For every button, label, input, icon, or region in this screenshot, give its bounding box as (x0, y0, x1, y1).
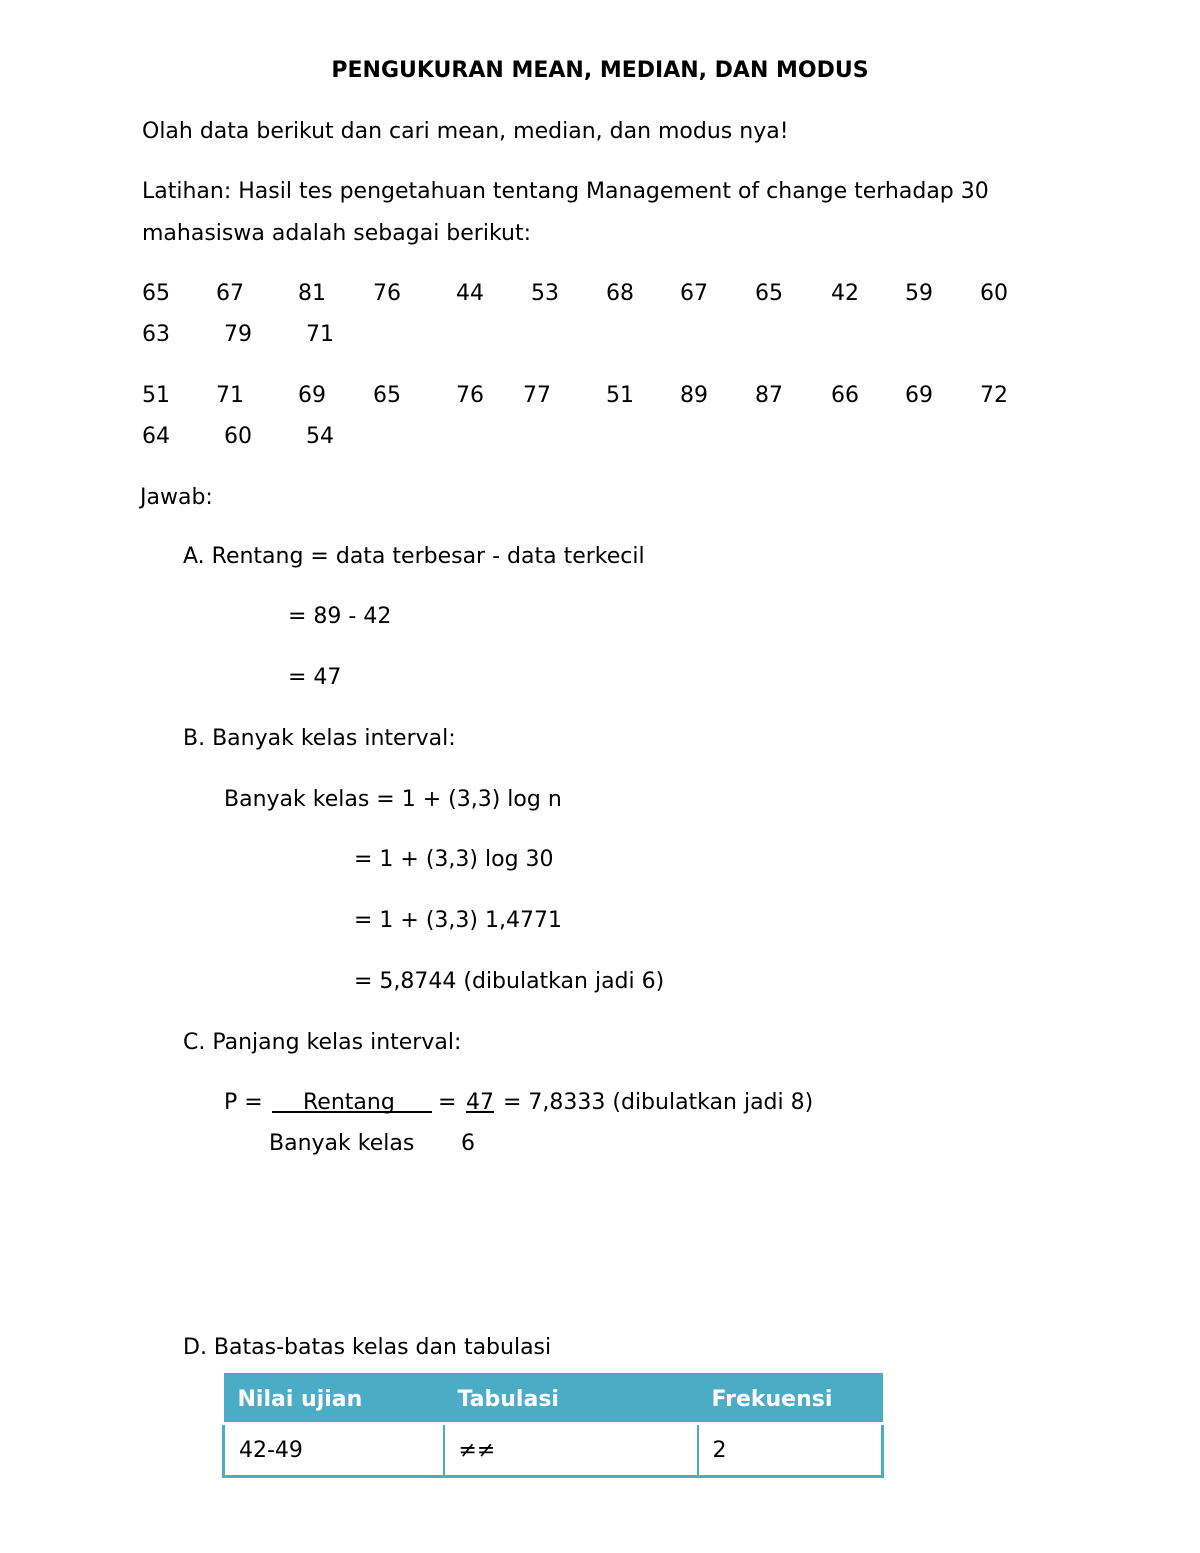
cell-frekuensi: 2 (698, 1424, 883, 1477)
data-value: 60 (224, 424, 252, 449)
data-value: 65 (373, 383, 401, 408)
latihan-line-2: mahasiswa adalah sebagai berikut: (142, 221, 531, 246)
header-frekuensi: Frekuensi (698, 1375, 883, 1424)
data-value: 71 (216, 383, 244, 408)
data-value: 42 (831, 281, 859, 306)
table-header-row (224, 1375, 883, 1424)
section-c-result: = 7,8333 (dibulatkan jadi 8) (503, 1090, 814, 1115)
data-value: 71 (306, 322, 334, 347)
header-nilai-ujian: Nilai ujian (224, 1375, 444, 1424)
data-value: 69 (298, 383, 326, 408)
data-value: 87 (755, 383, 783, 408)
section-b-step-2: = 1 + (3,3) 1,4771 (354, 908, 562, 933)
data-value: 65 (755, 281, 783, 306)
data-value: 44 (456, 281, 484, 306)
section-c-value-numerator: 47 (466, 1090, 494, 1115)
section-a-heading: A. Rentang = data terbesar - data terkecil (183, 544, 645, 569)
jawab-label: Jawab: (140, 485, 213, 510)
data-value: 69 (905, 383, 933, 408)
data-value: 59 (905, 281, 933, 306)
data-value: 51 (606, 383, 634, 408)
data-value: 53 (531, 281, 559, 306)
data-value: 76 (373, 281, 401, 306)
header-tabulasi: Tabulasi (444, 1375, 698, 1424)
cell-nilai-ujian: 42-49 (224, 1424, 444, 1477)
table-row (224, 1424, 883, 1477)
section-c-numerator: Rentang (303, 1090, 395, 1115)
section-c-denominator: Banyak kelas (269, 1131, 415, 1156)
instruction-text: Olah data berikut dan cari mean, median, dan modus nya! (142, 119, 789, 144)
data-value: 65 (142, 281, 170, 306)
section-b-formula: Banyak kelas = 1 + (3,3) log n (224, 787, 562, 812)
data-value: 81 (298, 281, 326, 306)
data-value: 77 (523, 383, 551, 408)
cell-tabulasi: ≠≠ (444, 1424, 698, 1477)
data-value: 72 (980, 383, 1008, 408)
data-value: 54 (306, 424, 334, 449)
data-value: 79 (224, 322, 252, 347)
data-value: 51 (142, 383, 170, 408)
data-value: 89 (680, 383, 708, 408)
section-c-value-denominator: 6 (461, 1131, 475, 1156)
data-value: 67 (680, 281, 708, 306)
section-b-step-1: = 1 + (3,3) log 30 (354, 847, 554, 872)
data-value: 63 (142, 322, 170, 347)
page-title: PENGUKURAN MEAN, MEDIAN, DAN MODUS (331, 58, 869, 83)
data-value: 76 (456, 383, 484, 408)
section-a-step-2: = 47 (288, 665, 342, 690)
data-value: 68 (606, 281, 634, 306)
data-value: 60 (980, 281, 1008, 306)
section-a-step-1: = 89 - 42 (288, 604, 392, 629)
data-value: 66 (831, 383, 859, 408)
section-b-step-3: = 5,8744 (dibulatkan jadi 6) (354, 969, 665, 994)
data-value: 64 (142, 424, 170, 449)
section-b-heading: B. Banyak kelas interval: (183, 726, 456, 751)
data-value: 67 (216, 281, 244, 306)
latihan-line-1: Latihan: Hasil tes pengetahuan tentang Management of change terhadap 30 (142, 179, 989, 204)
section-d-heading: D. Batas-batas kelas dan tabulasi (183, 1335, 552, 1360)
tabulation-table (222, 1373, 884, 1478)
section-c-heading: C. Panjang kelas interval: (183, 1030, 462, 1055)
section-c-equals: = (438, 1090, 457, 1115)
section-c-p-label: P = (224, 1090, 263, 1115)
